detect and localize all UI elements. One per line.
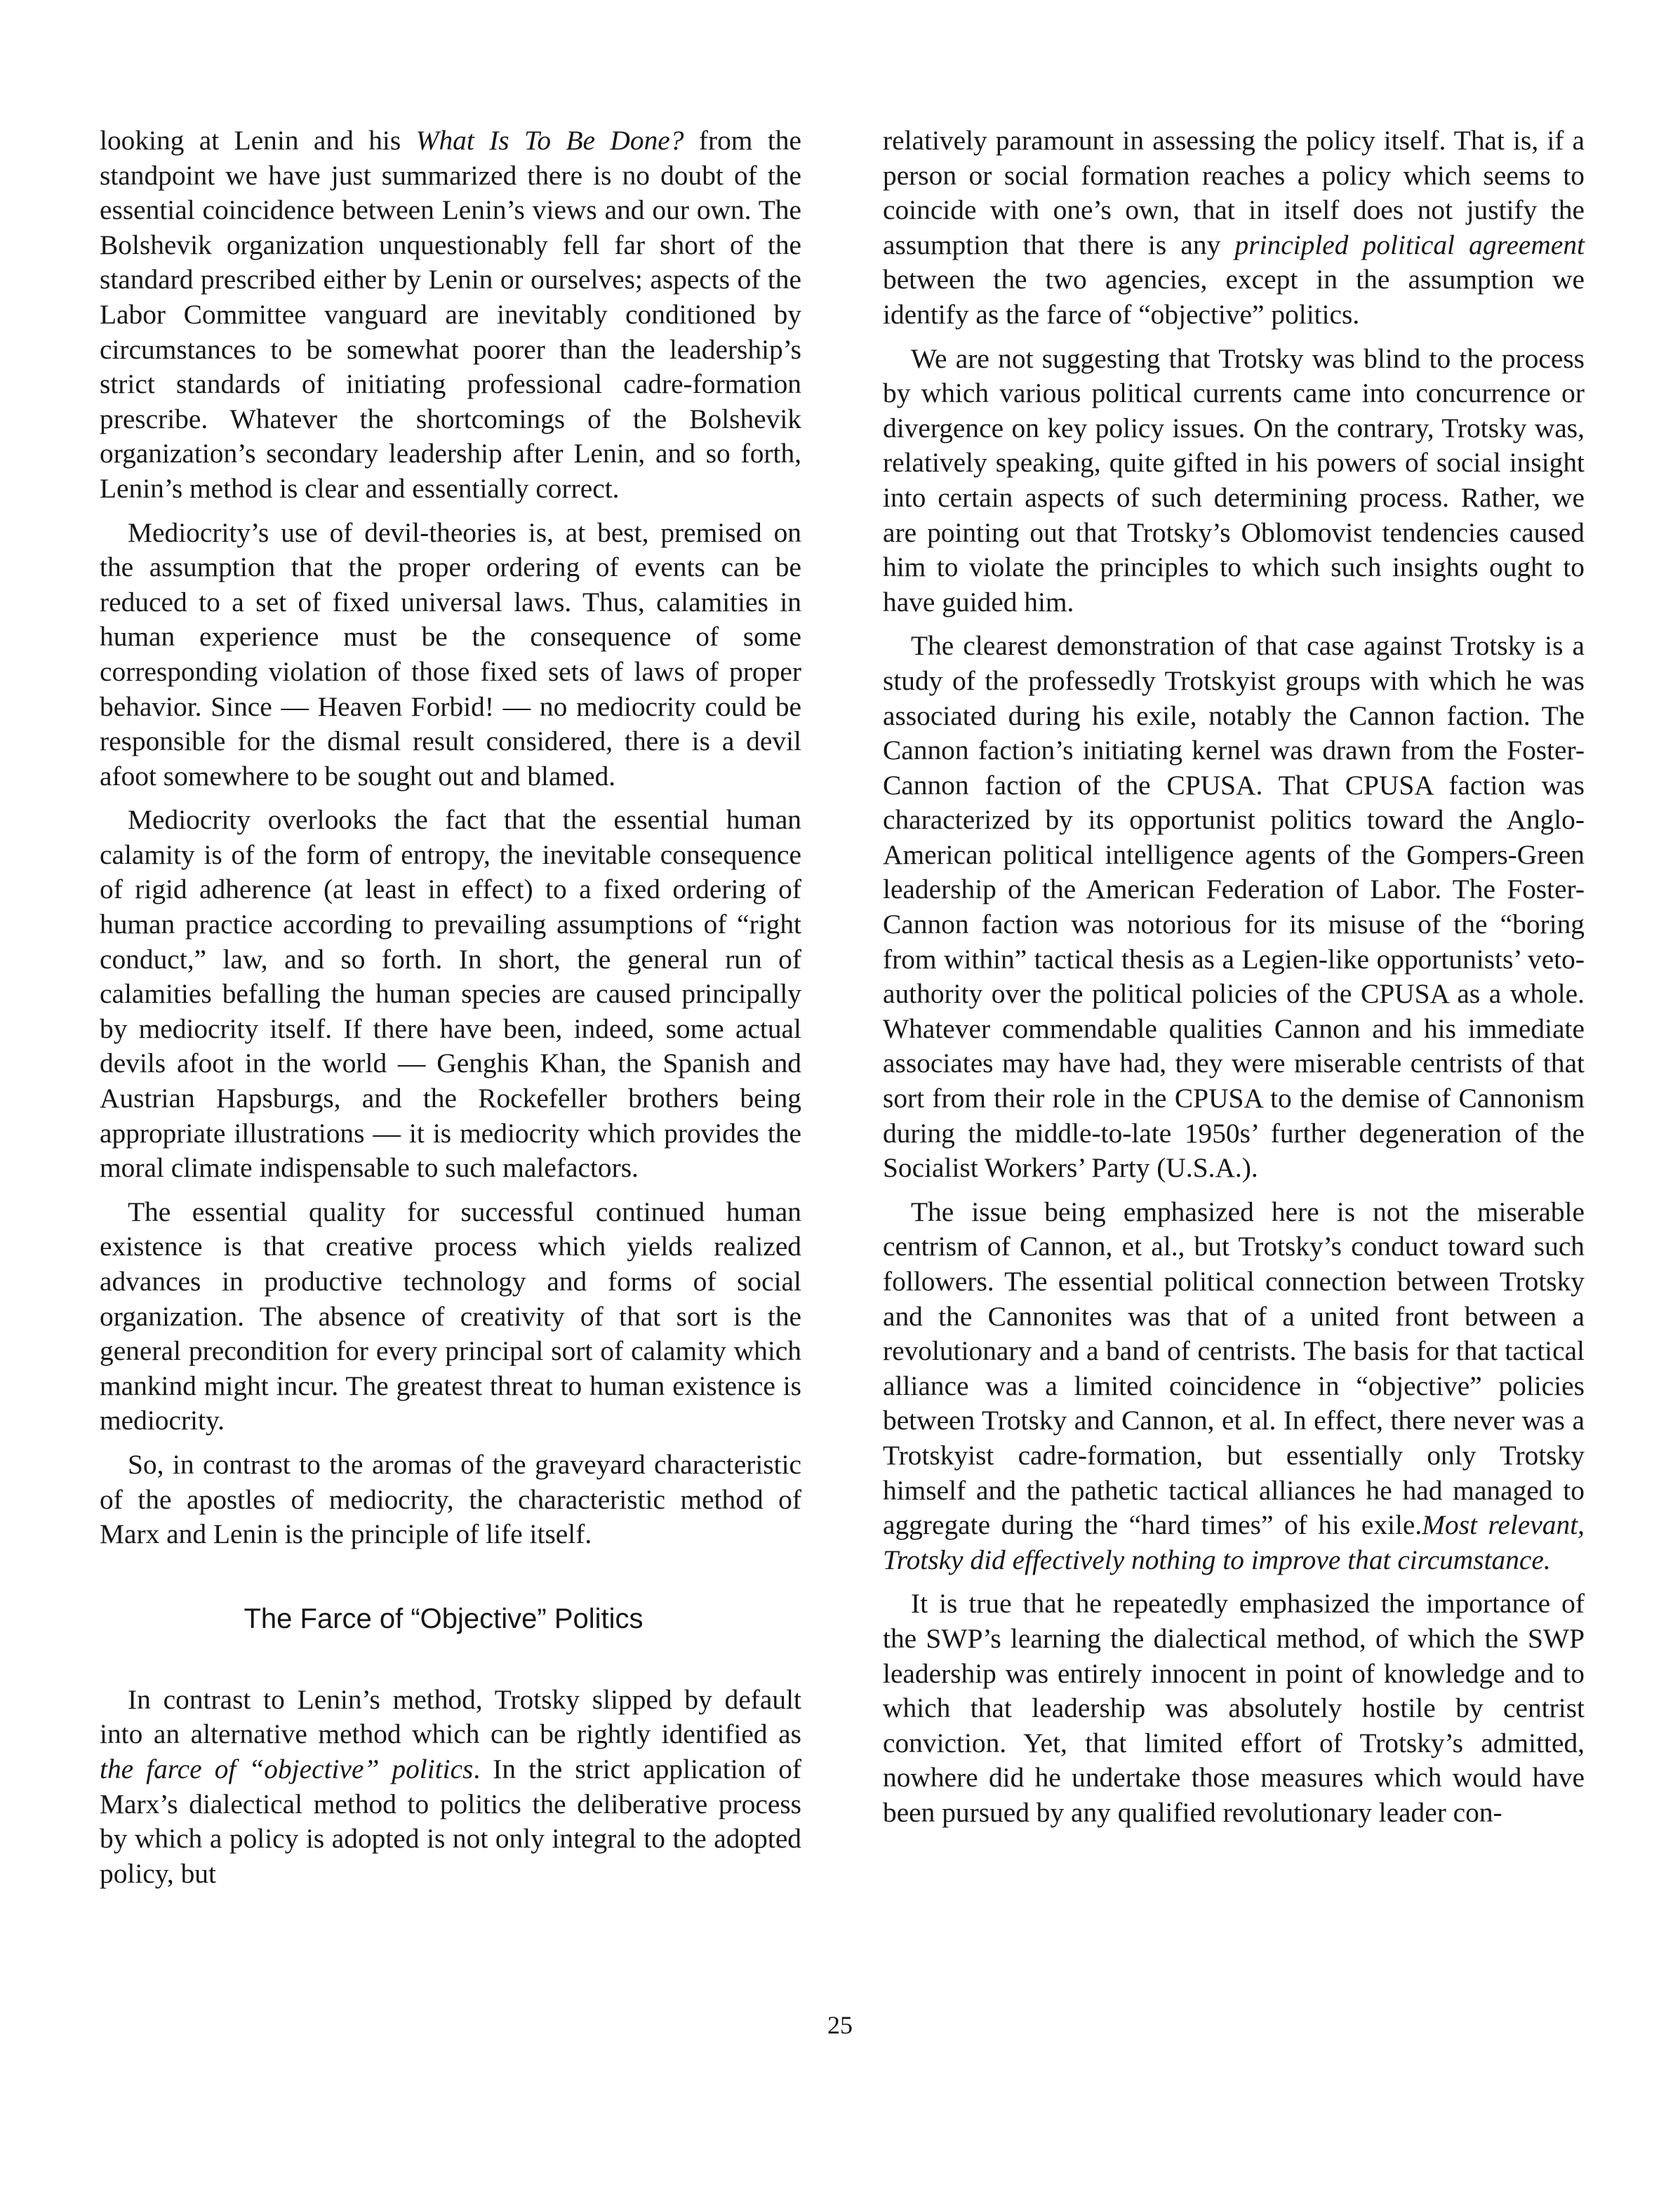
paragraph: So, in contrast to the aromas of the graveyard characteristic of the apostles of mediocrity, the characteristic method of Marx and Lenin is the principle of life itself. bbox=[100, 1448, 801, 1550]
right-column bbox=[883, 123, 1585, 1831]
paragraph: The clearest demonstration of that case against Trotsky is a study of the professedly Trotskyist groups with which he was associated during his exile, notably the Cannon faction. The Cannon faction’s initiating kernel was drawn from the Foster-Cannon faction of the CPUSA. That CPUSA faction was characterized by its opportunist politics toward the Anglo-American political intelligence agents of the Gompers-Green leadership of the American Federation of Labor. The Foster-Cannon faction was notorious for its misuse of the “boring from within” tactical thesis as a Legien-like opportunists’ veto-authority over the political policies of the CPUSA as a whole. Whatever commendable qualities Cannon and his immediate associates may have had, they were miserable centrists of that sort from their role in the CPUSA to the demise of Cannonism during the middle-to-late 1950s’ further degeneration of the Socialist Workers’ Party (U.S.A.). bbox=[883, 630, 1585, 1184]
paragraph-text: from the standpoint we have just summarized there is no doubt of the essential coincidence between Lenin’s views and our own. The Bolshevik organization unquestionably fell far short of the standard prescribed either by Lenin or ourselves; aspects of the Labor Committee vanguard are inevitably conditioned by circumstances to be somewhat poorer than the leadership’s strict standards of initiating professional cadre-formation prescribe. Whatever the shortcomings of the Bolshevik organization’s secondary leadership after Lenin, and so forth, Lenin’s method is clear and essentially correct. bbox=[100, 125, 801, 504]
page-number: 25 bbox=[827, 2011, 853, 2039]
paragraph-text: looking at Lenin and his bbox=[100, 125, 416, 156]
paragraph: Mediocrity overlooks the fact that the essential human calamity is of the form of entropy, the inevitable consequence of rigid adherence (at least in effect) to a fixed ordering of human practice according to prevailing assumptions of “right conduct,” law, and so forth. In short, the general run of calamities befalling the human species are caused principally by mediocrity itself. If there have been, indeed, some actual devils afoot in the world — Genghis Khan, the Spanish and Austrian Hapsburgs, and the Rockefeller brothers being appropriate illustrations — it is mediocrity which provides the moral climate indispensable to such malefactors. bbox=[100, 804, 801, 1184]
paragraph: It is true that he repeatedly emphasized the importance of the SWP’s learning the dialectical method, of which the SWP leadership was entirely innocent in point of knowledge and to which that leadership was absolutely hostile by centrist conviction. Yet, that limited effort of Trotsky’s admitted, nowhere did he undertake those measures which would have been pursued by any qualified revolutionary leader con- bbox=[883, 1588, 1585, 1828]
paragraph bbox=[883, 123, 1585, 333]
emphasized-phrase: the farce of “objective” politics bbox=[100, 1753, 474, 1784]
left-column bbox=[100, 123, 801, 1891]
paragraph-text: In contrast to Lenin’s method, Trotsky slipped by default into an alternative method which can be rightly identified as bbox=[100, 1683, 801, 1750]
book-title: What Is To Be Done? bbox=[415, 125, 684, 156]
paragraph bbox=[883, 1195, 1585, 1578]
paragraph: Mediocrity’s use of devil-theories is, at best, premised on the assumption that the proper ordering of events can be reduced to a set of fixed universal laws. Thus, calamities in human experience must be the consequence of some corresponding violation of those fixed sets of laws of proper behavior. Since — Heaven Forbid! — no mediocrity could be responsible for the dismal result considered, there is a devil afoot somewhere to be sought out and blamed. bbox=[100, 516, 801, 792]
emphasized-phrase: Most relevant, Trotsky did effectively nothing to improve that circumstance. bbox=[883, 1509, 1585, 1575]
paragraph-text: between the two agencies, except in the assumption we identify as the farce of “objective” politics. bbox=[883, 264, 1585, 330]
paragraph: We are not suggesting that Trotsky was blind to the process by which various political currents came into concurrence or divergence on key policy issues. On the contrary, Trotsky was, relatively speaking, quite gifted in his powers of social insight into certain aspects of such determining process. Rather, we are pointing out that Trotsky’s Oblomovist tendencies caused him to violate the principles to which such insights ought to have guided him. bbox=[883, 342, 1585, 617]
paragraph-text: . In the strict application of Marx’s dialectical method to politics the deliberative process by which a policy is adopted is not only integral to the adopted policy, but bbox=[100, 1753, 802, 1889]
paragraph: The essential quality for successful continued human existence is that creative process which yields realized advances in productive technology and forms of social organization. The absence of creativity of that sort is the general precondition for every principal sort of calamity which mankind might incur. The greatest threat to human existence is mediocrity. bbox=[100, 1196, 801, 1436]
section-heading: The Farce of “Objective” Politics bbox=[244, 1603, 644, 1634]
paragraph-text: relatively paramount in assessing the policy itself. That is, if a person or social formation reaches a policy which seems to coincide with one’s own, that in itself does not justify the assumption that there is any bbox=[883, 125, 1585, 260]
paragraph-text: The issue being emphasized here is not the miserable centrism of Cannon, et al., but Trotsky’s conduct toward such followers. The essential political connection between Trotsky and the Cannonites was that of a united front between a revolutionary and a band of centrists. The basis for that tactical alliance was a limited coincidence in “objective” policies between Trotsky and Cannon, et al. In effect, there never was a Trotskyist cadre-formation, but essentially only Trotsky himself and the pathetic tactical alliances he had managed to aggregate during the “hard times” of his exile. bbox=[883, 1196, 1585, 1541]
paragraph bbox=[100, 1683, 801, 1892]
paragraph bbox=[100, 123, 801, 507]
emphasized-phrase: principled political agreement bbox=[1234, 229, 1585, 260]
